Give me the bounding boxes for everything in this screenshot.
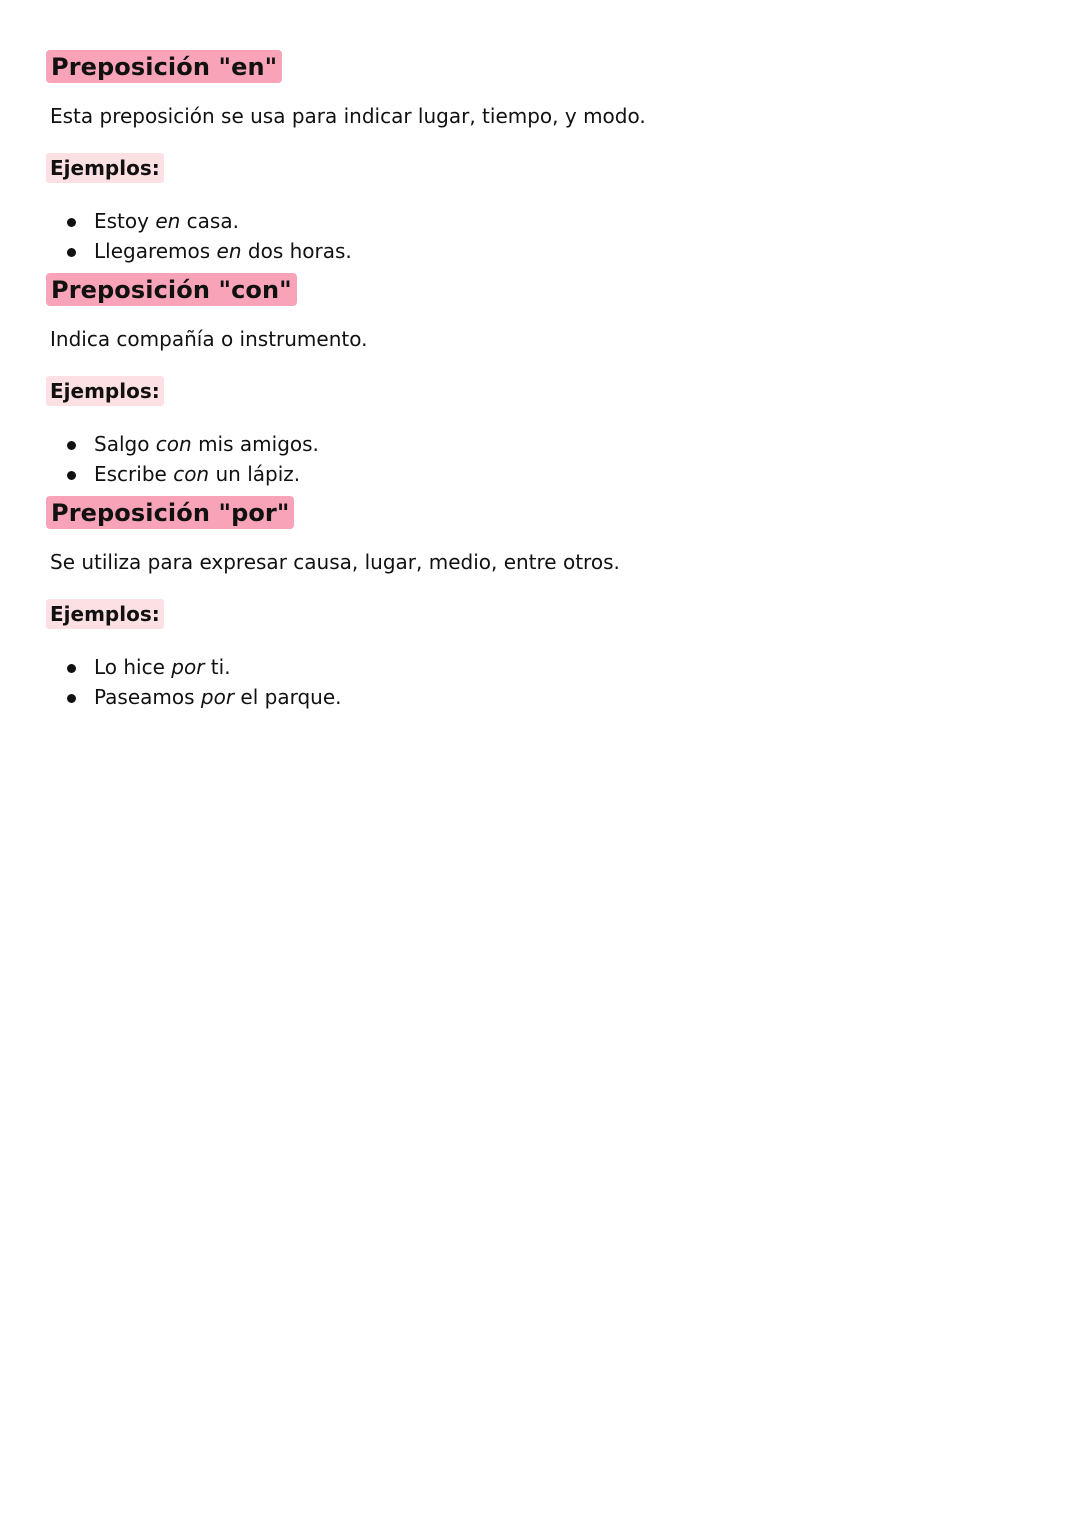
example-text-before: Salgo [94,432,156,456]
examples-heading: Ejemplos: [46,599,164,629]
example-text-after: ti. [204,655,231,679]
example-text-after: un lápiz. [209,462,301,486]
bullet-icon [67,471,76,480]
bullet-icon [67,248,76,257]
example-text-after: mis amigos. [191,432,319,456]
example-text-after: el parque. [234,685,342,709]
example-text-before: Lo hice [94,655,172,679]
section-description: Esta preposición se usa para indicar lugar, tiempo, y modo. [50,104,646,128]
bullet-icon [67,694,76,703]
example-preposition: en [216,239,242,263]
section-title: Preposición "por" [46,496,294,529]
bullet-icon [67,441,76,450]
examples-heading: Ejemplos: [46,376,164,406]
example-preposition: por [200,685,235,709]
list-item [46,236,1080,266]
list-item [46,429,1080,459]
list-item [46,459,1080,489]
list-item [46,652,1080,682]
list-item [46,206,1080,236]
bullet-icon [67,218,76,227]
section-description: Se utiliza para expresar causa, lugar, medio, entre otros. [50,550,620,574]
example-text-after: casa. [180,209,239,233]
example-text-after: dos horas. [241,239,352,263]
section-description: Indica compañía o instrumento. [50,327,368,351]
bullet-icon [67,664,76,673]
section-por [46,496,1080,712]
section-title: Preposición "con" [46,273,297,306]
examples-list [46,429,1080,489]
section-con [46,273,1080,489]
example-text-before: Paseamos [94,685,201,709]
example-text-before: Estoy [94,209,156,233]
example-preposition: con [173,462,210,486]
list-item [46,682,1080,712]
example-preposition: por [171,655,205,679]
example-preposition: en [155,209,181,233]
section-en [46,50,1080,266]
example-preposition: con [155,432,192,456]
example-text-before: Escribe [94,462,174,486]
section-title: Preposición "en" [46,50,282,83]
example-text-before: Llegaremos [94,239,217,263]
examples-heading: Ejemplos: [46,153,164,183]
examples-list [46,652,1080,712]
examples-list [46,206,1080,266]
